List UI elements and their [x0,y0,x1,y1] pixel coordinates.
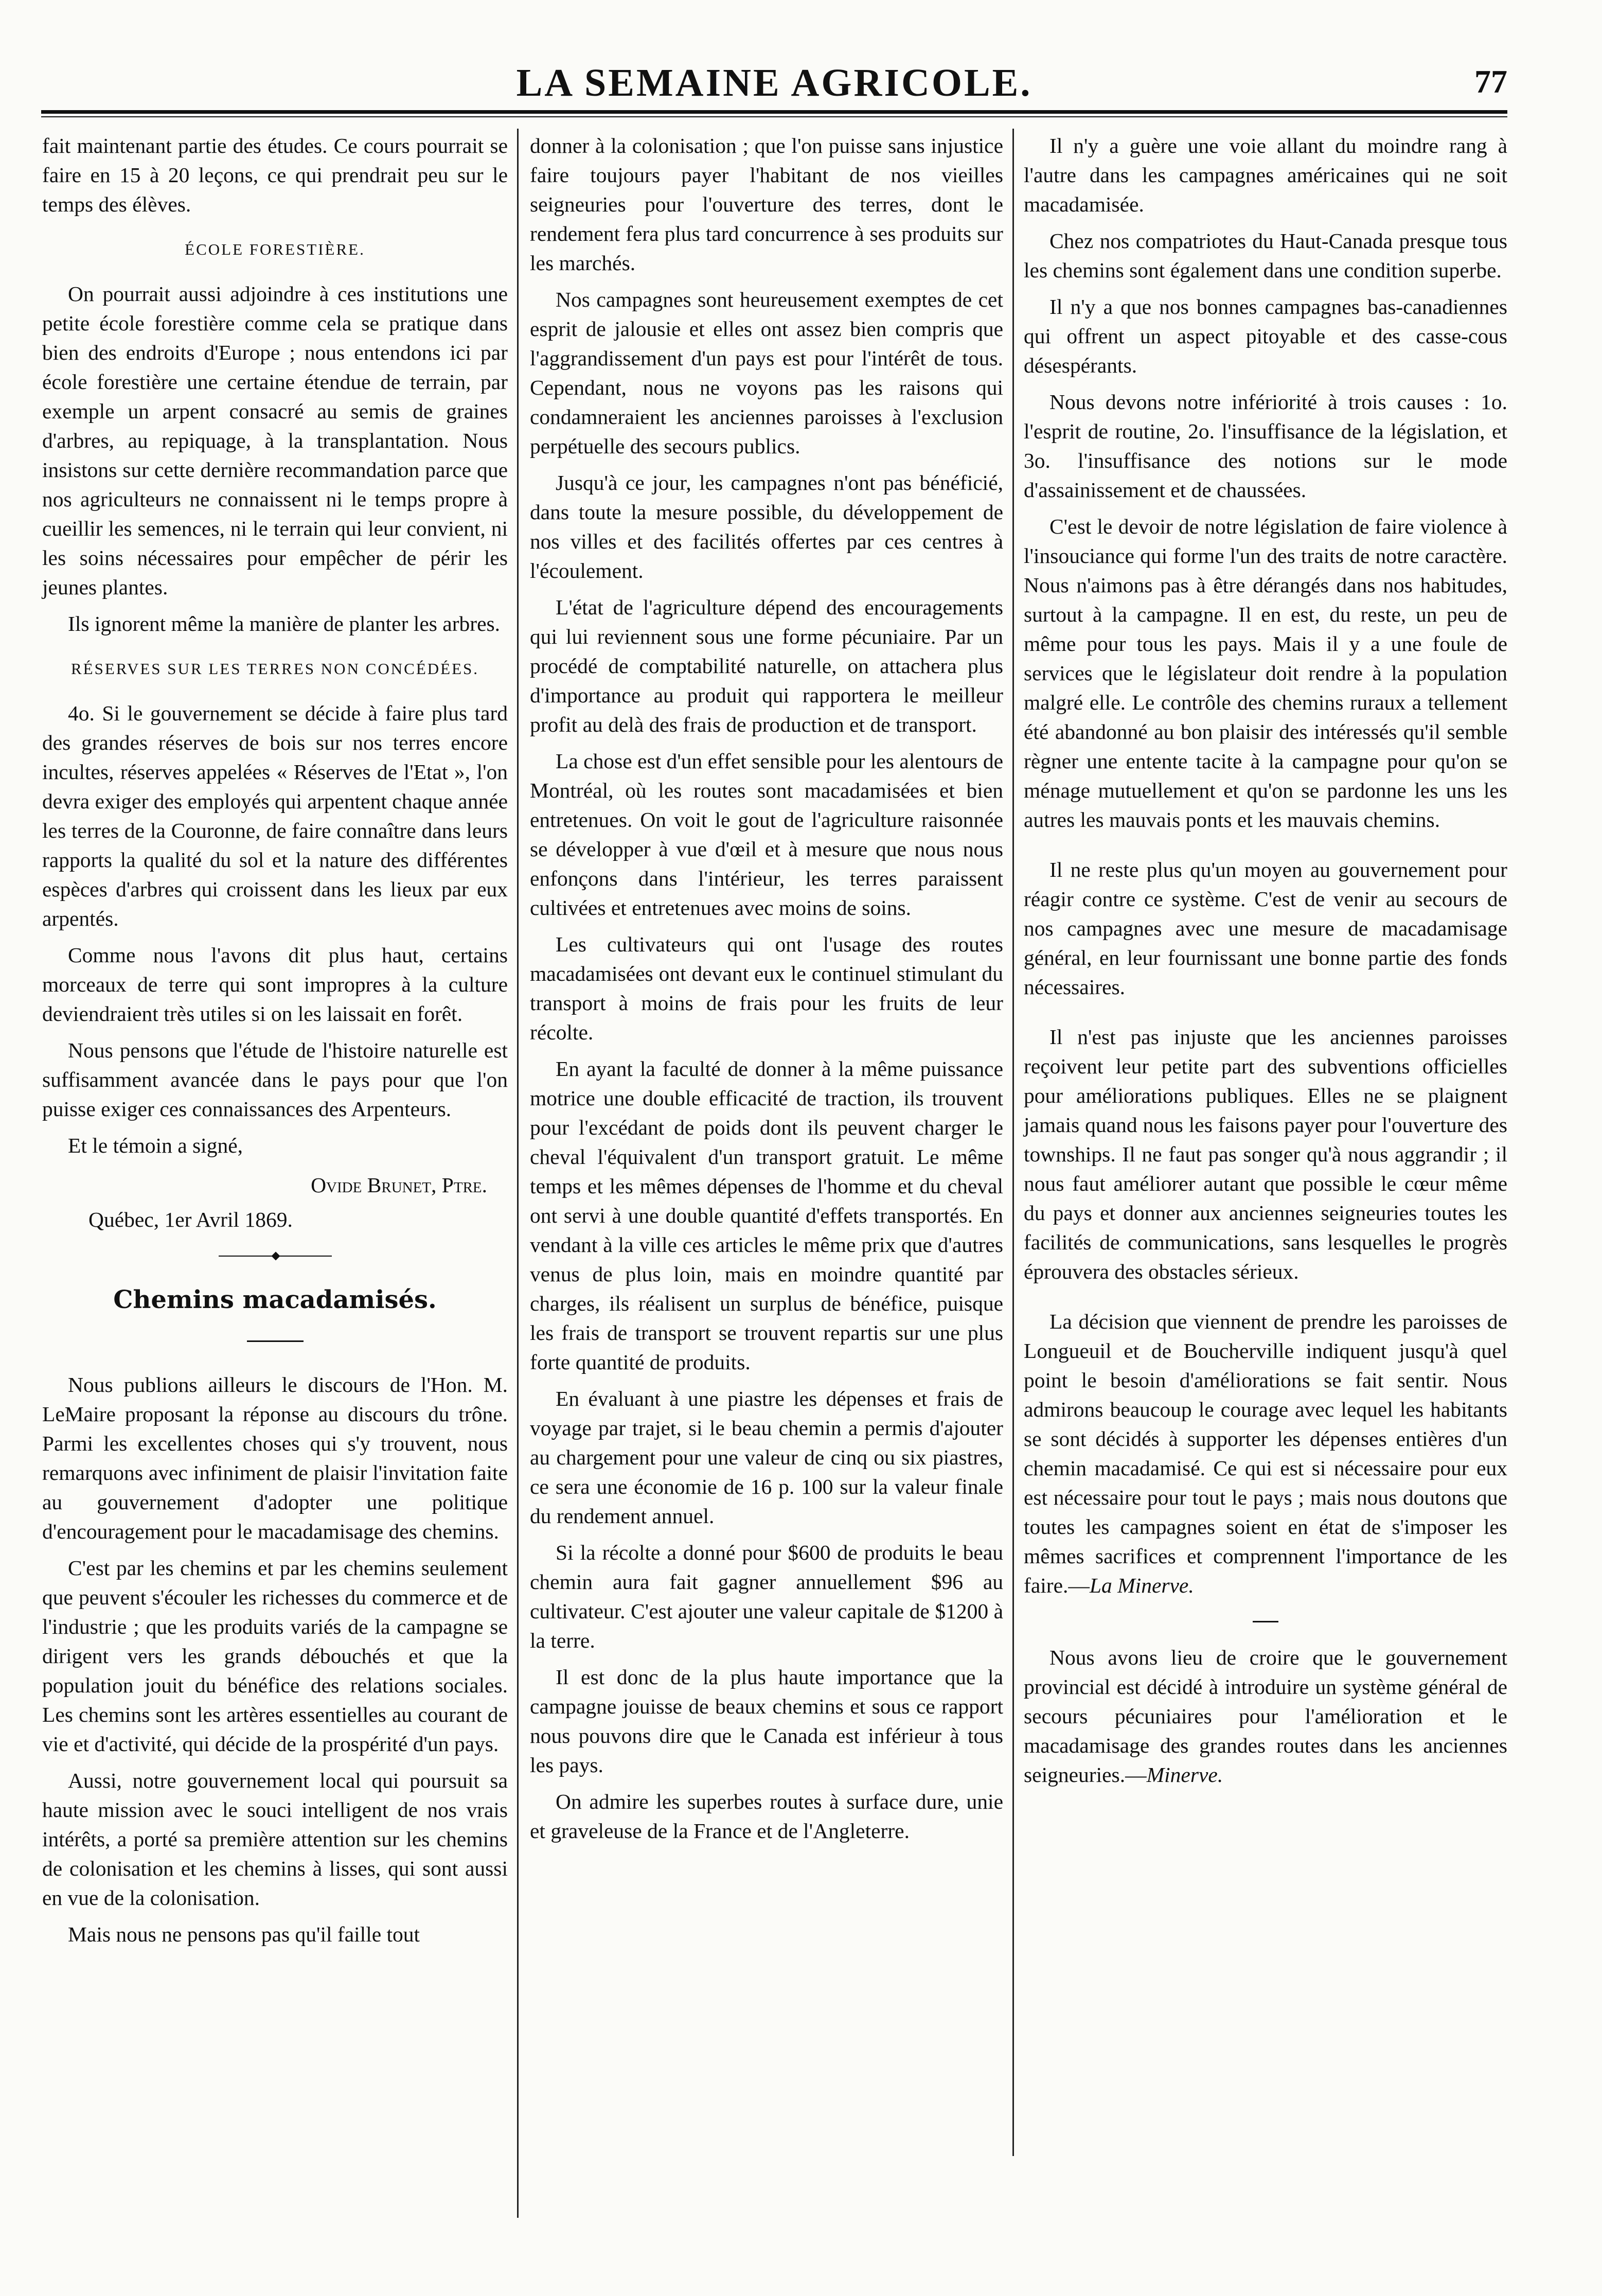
paragraph: C'est par les chemins et par les chemins seulement que peuvent s'écouler les richesses du commerce et de l'industrie ; que les produits variés de la campagne se dirigent vers les grands débouchés et que la population jouit du bénéfice des relations sociales. Les chemins sont les artères essentielles au courant de vie et d'activité, qui décide de la prospérité d'un pays. [42,1556,508,1756]
paragraph [1024,1307,1507,1600]
signature: Ovide Brunet, Ptre. [311,1173,487,1197]
paragraph: Comme nous l'avons dit plus haut, certains morceaux de terre qui sont impropres à la culture deviendraient très utiles si on les laissait en forêt. [42,943,508,1026]
dateline: Québec, 1er Avril 1869. [88,1208,293,1231]
header-rule [41,110,1507,114]
page-number: 77 [1464,63,1507,101]
paragraph: L'état de l'agriculture dépend des encouragements qui lui reviennent sous une forme pécuniaire. Par un procédé de comptabilité naturelle, on attachera plus d'importance au produit qui rapportera le meilleur profit au delà des frais de production et de transport. [530,595,1003,736]
paragraph: Nous pensons que l'étude de l'histoire naturelle est suffisamment avancée dans le pays pour que l'on puisse exiger ces connaissances des Arpenteurs. [42,1038,508,1121]
paragraph: 4o. Si le gouvernement se décide à faire plus tard des grandes réserves de bois sur nos terres encore incultes, réserves appelées « Réserves de l'Etat », l'on devra exiger des employés qui arpentent chaque année les terres de la Couronne, de faire connaître dans leurs rapports la qualité du sol et la nature des différentes espèces d'arbres qui croissent dans les lieux par eux arpentés. [42,701,508,930]
paragraph: Les cultivateurs qui ont l'usage des routes macadamisées ont devant eux le continuel stimulant du transport à moins de frais pour les fruits de leur récolte. [530,932,1003,1044]
separator-rule [1253,1621,1278,1622]
column-1 [42,131,508,1956]
paragraph: Il est donc de la plus haute importance que la campagne jouisse de beaux chemins et sous ce rapport nous pouvons dire que le Canada est inférieur à tous les pays. [530,1665,1003,1777]
paragraph: Chez nos compatriotes du Haut-Canada presque tous les chemins sont également dans une condition superbe. [1024,229,1507,282]
paragraph: Mais nous ne pensons pas qu'il faille tout [68,1922,420,1946]
paragraph: Aussi, notre gouvernement local qui poursuit sa haute mission avec le souci intelligent de nos vrais intérêts, a porté sa première attention sur les chemins de colonisation et les chemins à lisses, qui sont aussi en vue de la colonisation. [42,1769,508,1910]
paragraph: On admire les superbes routes à surface dure, unie et graveleuse de la France et de l'Angleterre. [530,1790,1003,1843]
paragraph: En évaluant à une piastre les dépenses et frais de voyage par trajet, si le beau chemin a permis d'ajouter au chargement pour une valeur de cinq ou six piastres, ce sera une économie de 16 p. 100 sur la valeur finale du rendement annuel. [530,1387,1003,1528]
column-divider [1012,129,1014,2156]
paragraph: Il n'y a guère une voie allant du moindre rang à l'autre dans les campagnes américaines qui ne soit macadamisée. [1024,134,1507,216]
section-heading: RÉSERVES SUR LES TERRES NON CONCÉDÉES. [70,660,479,678]
section-heading: ÉCOLE FORESTIÈRE. [185,240,365,258]
paragraph: Nous publions ailleurs le discours de l'Hon. M. LeMaire proposant la réponse au discours du trône. Parmi les excellentes choses qui s'y trouvent, nous remarquons avec infiniment de plaisir l'invitation faite au gouvernement d'adopter une politique d'encouragement pour le macadamisage des chemins. [42,1373,508,1543]
title-rule [247,1340,304,1342]
header-rule-thin [41,116,1507,117]
paragraph: Il ne reste plus qu'un moyen au gouvernement pour réagir contre ce système. C'est de venir au secours de nos campagnes avec une mesure de macadamisage général, en leur fournissant une bonne partie des fonds nécessaires. [1024,858,1507,999]
paragraph: C'est le devoir de notre législation de faire violence à l'insouciance qui forme l'un des traits de notre caractère. Nous n'aimons pas à être dérangés dans nos habitudes, surtout à la campagne. Il en est, du reste, un peu de même pour tous les pays. Mais il y a une foule de services que le législateur doit rendre à la population malgré elle. Le contrôle des chemins ruraux a tellement été abandonné au bon plaisir des intéressés qu'il semble règner une entente tacite à la campagne pour qu'on se ménage mutuellement et qu'on se pardonne les uns les autres les mauvais ponts et les mauvais chemins. [1024,515,1507,832]
paragraph-text: Nous avons lieu de croire que le gouvernement provincial est décidé à introduire un système général de secours pécuniaires pour l'amélioration et le macadamisage des grandes routes dans les anciennes seigneuries.— [1024,1646,1507,1787]
paragraph: Ils ignorent même la manière de planter les arbres. [68,612,501,635]
paragraph: Nos campagnes sont heureusement exemptes de cet esprit de jalousie et elles ont assez bien compris que l'aggrandissement d'un pays est pour l'intérêt de tous. Cependant, nous ne voyons pas les raisons qui condamneraient les anciennes paroisses à l'exclusion perpétuelle des secours publics. [530,288,1003,458]
article-title: Chemins macadamisés. [113,1285,437,1314]
paragraph: Il n'y a que nos bonnes campagnes bas-canadiennes qui offrent un aspect pitoyable et des casse-cous désespérants. [1024,295,1507,377]
paragraph [1024,1643,1507,1790]
column-divider [517,129,519,2218]
paragraph: En ayant la faculté de donner à la même puissance motrice une double efficacité de traction, ils trouvent pour l'excédant de poids dont ils peuvent charger le cheval l'équivalent d'un transport gratuit. Le même temps et les mêmes dépenses de l'homme et du cheval ont servi à une double quantité d'effets transportés. En vendant à la ville ces articles le même prix que d'autres venus de plus loin, mais en moindre quantité par charges, ils réalisent un surplus de bénéfice, puisque les frais de transport se trouvent repartis sur une plus forte quantité de produits. [530,1057,1003,1374]
column-3 [1024,131,1507,1797]
paragraph: Jusqu'à ce jour, les campagnes n'ont pas bénéficié, dans toute la mesure possible, du développement de nos villes et des facilités offertes par ces centres à l'écoulement. [530,471,1003,582]
separator-ornament [219,1255,332,1257]
paragraph: Si la récolte a donné pour $600 de produits le beau chemin aura fait gagner annuellement $96 au cultivateur. C'est ajouter une valeur capitale de $1200 à la terre. [530,1541,1003,1652]
publication-title: LA SEMAINE AGRICOLE. [512,61,1037,105]
paragraph: Et le témoin a signé, [68,1134,243,1157]
paragraph: Nous devons notre infériorité à trois causes : 1o. l'esprit de routine, 2o. l'insuffisance de la législation, et 3o. l'insuffisance des notions sur le mode d'assainissement et de chaussées. [1024,390,1507,502]
masthead [41,61,1507,117]
column-2 [530,131,1003,1853]
paragraph: La chose est d'un effet sensible pour les alentours de Montréal, où les routes sont macadamisées et bien entretenues. On voit le gout de l'agriculture raisonnée se développer à vue d'œil et à mesure que nous nous enfonçons dans l'intérieur, les terres paraissent cultivées et entretenues avec moins de soins. [530,749,1003,920]
paragraph: fait maintenant partie des études. Ce cours pourrait se faire en 15 à 20 leçons, ce qui prendrait peu sur le temps des élèves. [42,134,508,216]
paragraph-text: La décision que viennent de prendre les paroisses de Longueuil et de Boucherville indiquent jusqu'à quel point le besoin d'améliorations se fait sentir. Nous admirons beaucoup le courage avec lequel les habitants se sont décidés à supporter les dépenses entières d'un chemin macadamisé. Ce qui est si nécessaire pour eux est nécessaire pour tout le pays ; mais nous doutons que toutes les campagnes soient en état de s'imposer les mêmes sacrifices et comprennent l'importance de les faire.— [1024,1310,1507,1597]
paragraph: Il n'est pas injuste que les anciennes paroisses reçoivent leur petite part des subventions officielles pour améliorations publiques. Elles ne se plaignent jamais quand nous les faisons payer pour l'ouverture des townships. Il ne faut pas songer qu'à nous aggrandir ; il nous faut améliorer autant que possible le cœur même du pays et donner aux anciennes seigneuries toutes les facilités de communications, sans lesquelles le progrès éprouvera des obstacles sérieux. [1024,1025,1507,1283]
source-citation: La Minerve. [1089,1574,1194,1597]
paragraph: On pourrait aussi adjoindre à ces institutions une petite école forestière comme cela se pratique dans bien des endroits d'Europe ; nous entendons ici par école forestière une certaine étendue de terrain, par exemple un arpent consacré au semis de graines d'arbres, au repiquage, à la transplantation. Nous insistons sur cette dernière recommandation parce que nos agriculteurs ne connaissent ni le temps propre à cueillir les semences, ni le terrain qui leur convient, ni les soins nécessaires pour empêcher de périr les jeunes plantes. [42,282,508,599]
paragraph: donner à la colonisation ; que l'on puisse sans injustice faire toujours payer l'habitant de nos vieilles seigneuries pour l'ouverture des terres, dont le rendement fera plus tard concurrence à ses produits sur les marchés. [530,134,1003,275]
source-citation: Minerve. [1146,1763,1223,1787]
